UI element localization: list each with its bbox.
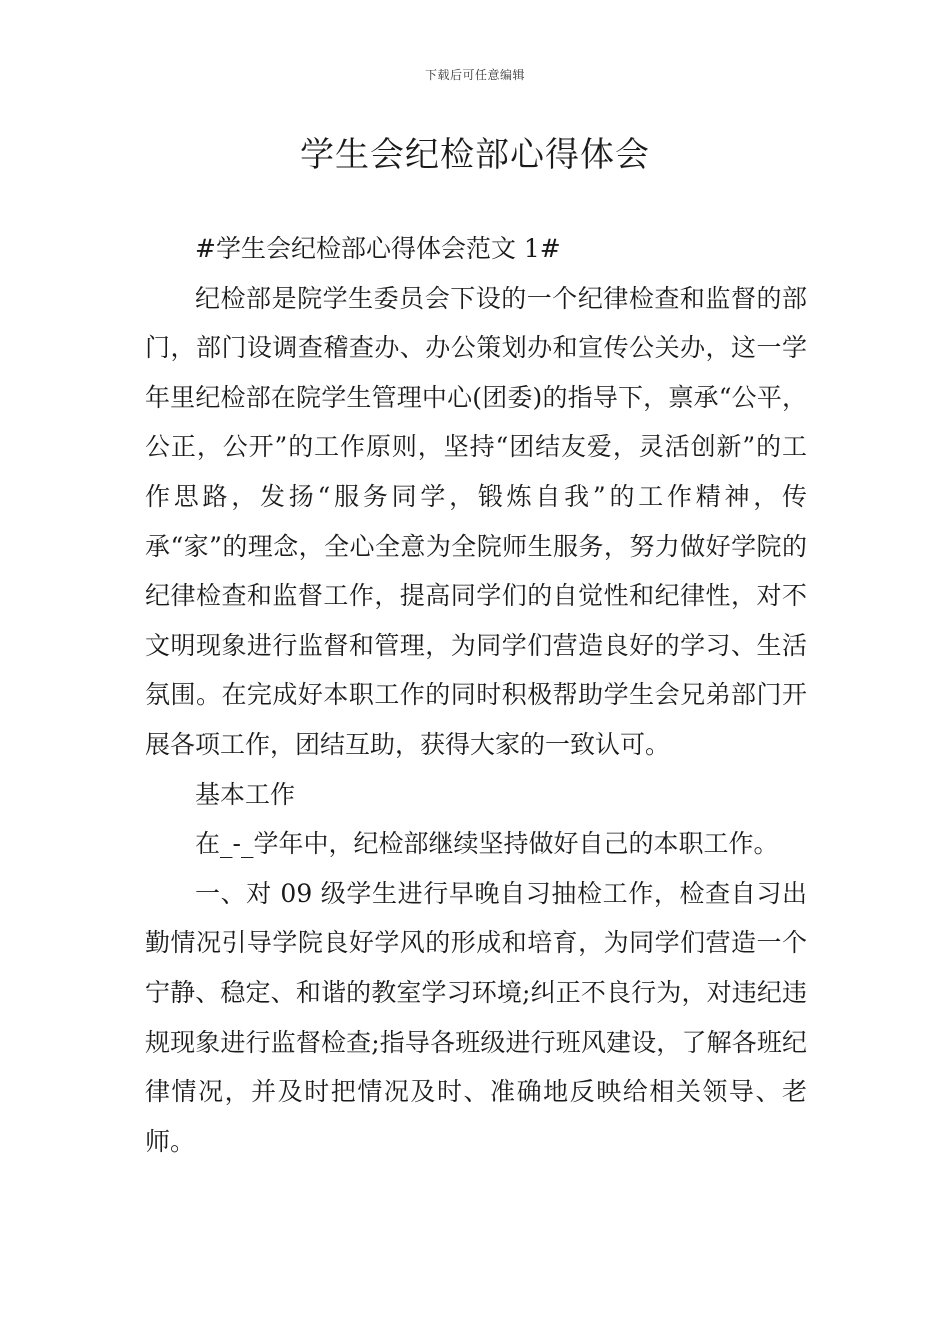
intro-paragraph: 纪检部是院学生委员会下设的一个纪律检查和监督的部门，部门设调查稽查办、办公策划办和宣传公关办，这一学年里纪检部在院学生管理中心(团委)的指导下，禀承“公平，公正，公开”的工作原则，坚持“团结友爱，灵活创新”的工作思路，发扬“服务同学，锻炼自我”的工作精神，传承“家”的理念，全心全意为全院师生服务，努力做好学院的纪律检查和监督工作，提高同学们的自觉性和纪律性，对不文明现象进行监督和管理，为同学们营造良好的学习、生活氛围。在完成好本职工作的同时积极帮助学生会兄弟部门开展各项工作，团结互助，获得大家的一致认可。 xyxy=(145,283,807,759)
page-header-note: 下载后可任意编辑 xyxy=(424,68,525,82)
document-body xyxy=(145,224,807,1166)
document-title: 学生会纪检部心得体会 xyxy=(300,135,650,175)
section-heading-paragraph: #学生会纪检部心得体会范文 1# xyxy=(195,234,561,263)
subheading-basic-work: 基本工作 xyxy=(195,779,296,809)
item-one-paragraph: 一、对 09 级学生进行早晚自习抽检工作，检查自习出勤情况引导学院良好学风的形成和培育，为同学们营造一个宁静、稳定、和谐的教室学习环境;纠正不良行为，对违纪违规现象进行监督检查;指导各班级进行班风建设，了解各班纪律情况，并及时把情况及时、准确地反映给相关领导、老师。 xyxy=(145,878,807,1156)
year-summary-paragraph: 在_-_学年中，纪检部继续坚持做好自己的本职工作。 xyxy=(195,829,779,859)
